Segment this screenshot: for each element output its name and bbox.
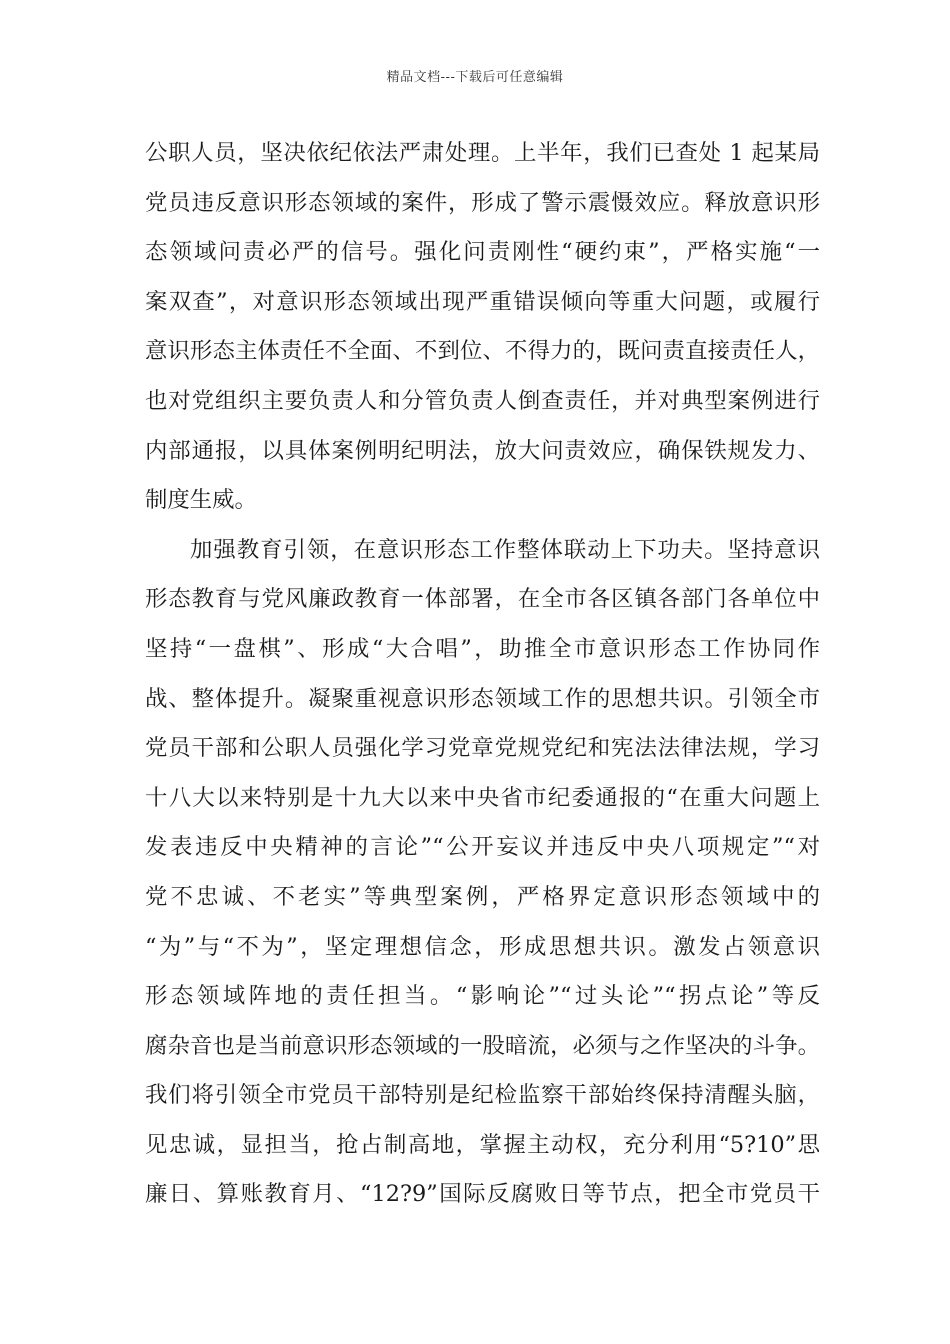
paragraph-line: 也对党组织主要负责人和分管负责人倒查责任，并对典型案例进行 bbox=[145, 387, 820, 414]
paragraph-line: 党员干部和公职人员强化学习党章党规党纪和宪法法律法规，学习 bbox=[145, 735, 820, 762]
document-body bbox=[145, 129, 820, 1220]
paragraph-line: 案双查”，对意识形态领域出现严重错误倾向等重大问题，或履行 bbox=[145, 288, 820, 315]
page-header: 精品文档---下载后可任意编辑 bbox=[386, 70, 564, 85]
paragraph-line: 党不忠诚、不老实”等典型案例，严格界定意识形态领域中的 bbox=[145, 883, 820, 910]
paragraph-line: 战、整体提升。凝聚重视意识形态领域工作的思想共识。引领全市 bbox=[145, 685, 820, 712]
paragraph-line: 廉日、算账教育月、“12?9”国际反腐败日等节点，把全市党员干 bbox=[145, 1181, 820, 1208]
paragraph-1 bbox=[145, 129, 820, 526]
paragraph-line: 内部通报，以具体案例明纪明法，放大问责效应，确保铁规发力、 bbox=[145, 437, 820, 464]
paragraph-line: “为”与“不为”，坚定理想信念，形成思想共识。激发占领意识 bbox=[145, 933, 820, 960]
paragraph-line: 我们将引领全市党员干部特别是纪检监察干部始终保持清醒头脑， bbox=[145, 1082, 820, 1109]
paragraph-line: 态领域问责必严的信号。强化问责刚性“硬约束”，严格实施“一 bbox=[145, 239, 820, 266]
paragraph-line: 制度生威。 bbox=[145, 487, 257, 514]
paragraph-line: 发表违反中央精神的言论”“公开妄议并违反中央八项规定”“对 bbox=[145, 834, 820, 861]
paragraph-line: 意识形态主体责任不全面、不到位、不得力的，既问责直接责任人， bbox=[145, 338, 820, 365]
paragraph-line: 公职人员，坚决依纪依法严肃处理。上半年，我们已查处 1 起某局 bbox=[145, 140, 820, 166]
paragraph-line: 见忠诚，显担当，抢占制高地，掌握主动权，充分利用“5?10”思 bbox=[145, 1131, 820, 1158]
paragraph-line: 腐杂音也是当前意识形态领域的一股暗流，必须与之作坚决的斗争。 bbox=[145, 1032, 820, 1059]
paragraph-line: 形态教育与党风廉政教育一体部署，在全市各区镇各部门各单位中 bbox=[145, 586, 820, 613]
paragraph-line: 党员违反意识形态领域的案件，形成了警示震慑效应。释放意识形 bbox=[145, 189, 820, 216]
paragraph-line: 十八大以来特别是十九大以来中央省市纪委通报的“在重大问题上 bbox=[145, 784, 820, 811]
paragraph-line: 形态领域阵地的责任担当。“影响论”“过头论”“拐点论”等反 bbox=[145, 983, 820, 1010]
paragraph-line: 坚持“一盘棋”、形成“大合唱”，助推全市意识形态工作协同作 bbox=[145, 635, 820, 662]
paragraph-2 bbox=[145, 526, 820, 1220]
paragraph-line: 加强教育引领，在意识形态工作整体联动上下功夫。坚持意识 bbox=[190, 536, 820, 563]
